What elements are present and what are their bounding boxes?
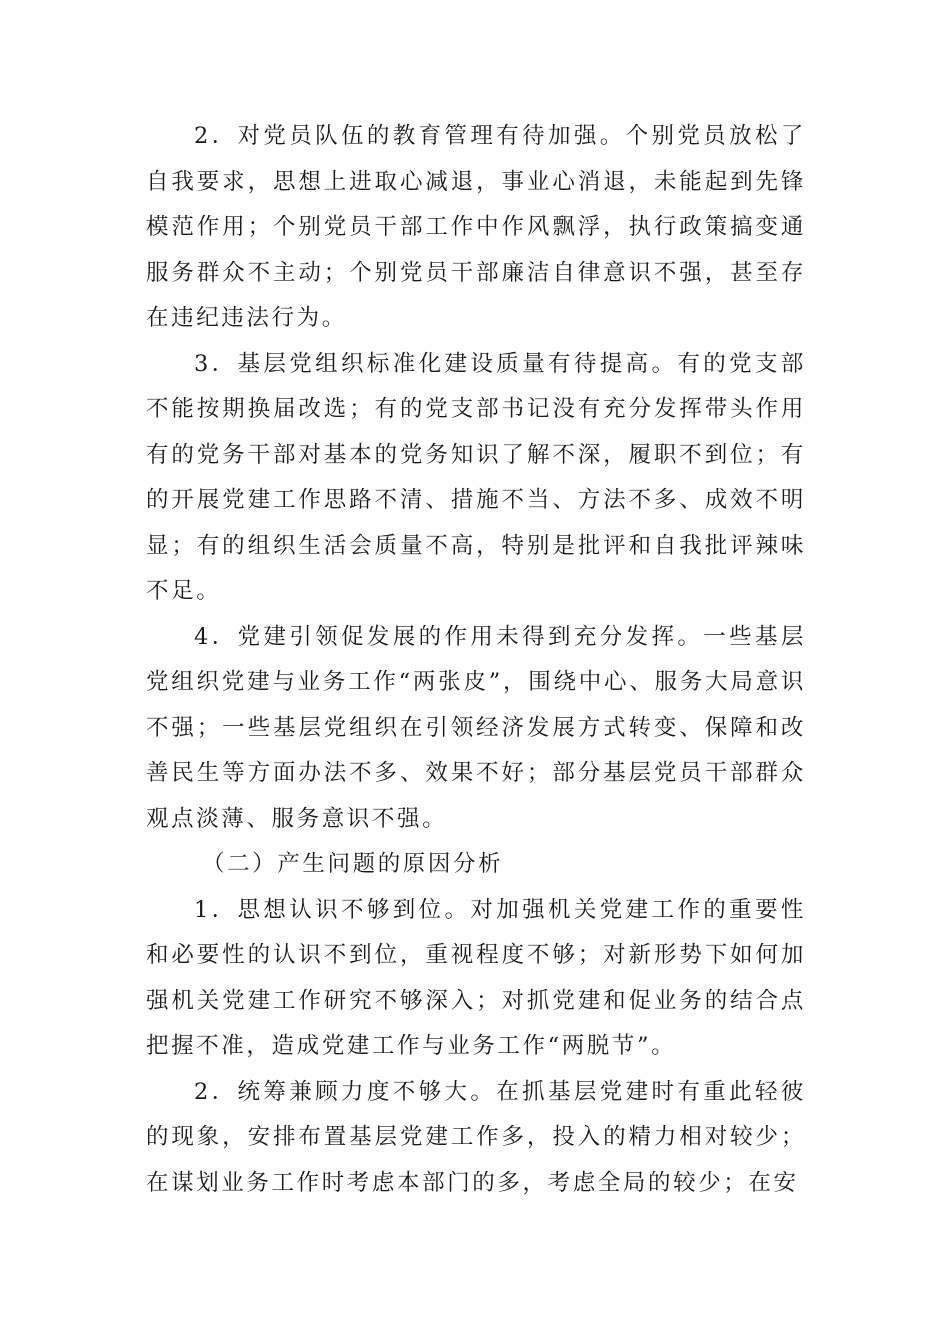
paragraph-cause-1: 1．思想认识不够到位。对加强机关党建工作的重要性和必要性的认识不到位，重视程度不够；对新形势下如何加强机关党建工作研究不够深入；对抓党建和促业务的结合点把握不准，造成党建工作与业务工作“两脱节”。	[146, 896, 806, 1059]
paragraph-cause-2: 2．统筹兼顾力度不够大。在抓基层党建时有重此轻彼的现象，安排布置基层党建工作多，投入的精力相对较少；在谋划业务工作时考虑本部门的多，考虑全局的较少；在安	[146, 1078, 806, 1196]
paragraph-problem-2: 2．对党员队伍的教育管理有待加强。个别党员放松了自我要求，思想上进取心减退，事业心消退，未能起到先锋模范作用；个别党员干部工作中作风飘浮，执行政策搞变通服务群众不主动；个别党员干部廉洁自律意识不强，甚至存在违纪违法行为。	[146, 123, 806, 331]
section-heading-causes: （二）产生问题的原因分析	[202, 851, 504, 877]
paragraph-problem-4: 4．党建引领促发展的作用未得到充分发挥。一些基层党组织党建与业务工作“两张皮”，围绕中心、服务大局意识不强；一些基层党组织在引领经济发展方式转变、保障和改善民生等方面办法不多、效果不好；部分基层党员干部群众观点淡薄、服务意识不强。	[146, 623, 806, 832]
paragraph-problem-3: 3．基层党组织标准化建设质量有待提高。有的党支部不能按期换届改选；有的党支部书记没有充分发挥带头作用有的党务干部对基本的党务知识了解不深，履职不到位；有的开展党建工作思路不清、措施不当、方法不多、成效不明显；有的组织生活会质量不高，特别是批评和自我批评辣味不足。	[146, 350, 806, 604]
document-page	[146, 114, 806, 1206]
